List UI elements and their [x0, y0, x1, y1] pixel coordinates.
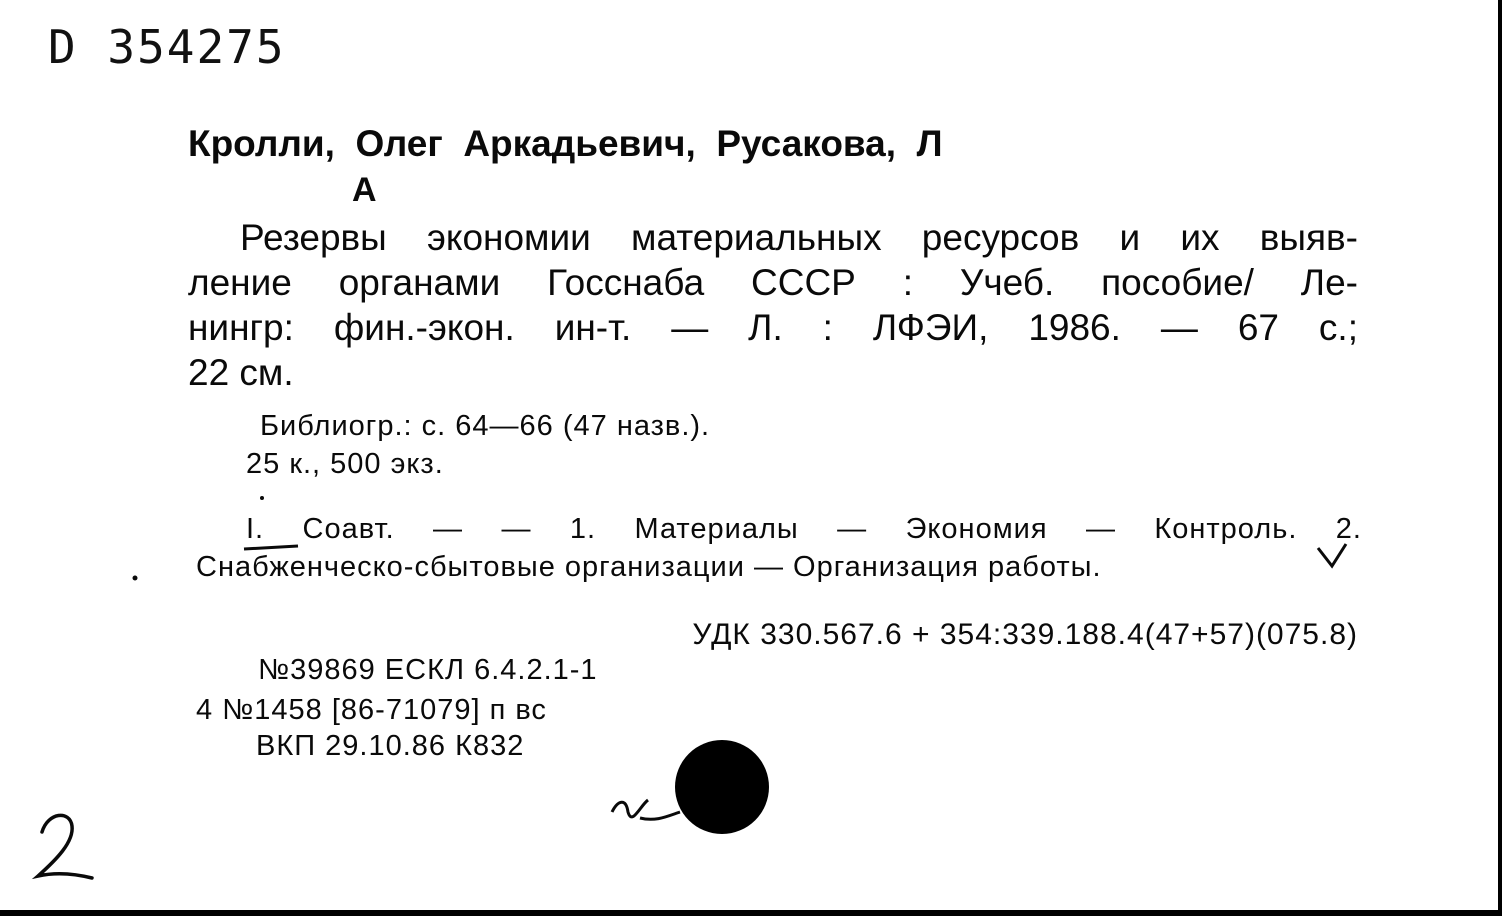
title-line: 22 см. [188, 352, 294, 393]
title-line: нингр: фин.-экон. ин-т. — Л. : ЛФЭИ, 1986. — 67 с.; [188, 307, 1358, 348]
author-heading-continuation: А [352, 171, 377, 209]
underline-mark [244, 546, 298, 549]
handwritten-corner-number [38, 815, 92, 878]
service-line: №39869 ЕСКЛ 6.4.2.1-1 [258, 654, 598, 686]
title-line: Резервы экономии материальных ресурсов и их выяв- [240, 217, 1358, 258]
bibliography-note: Библиогр.: с. 64—66 (47 назв.). [260, 410, 711, 442]
service-line: ВКП 29.10.86 К832 [256, 730, 525, 762]
stray-dot [260, 496, 264, 500]
stray-dot [133, 576, 138, 581]
title-line: ление органами Госснаба СССР : Учеб. пособие/ Ле- [188, 262, 1358, 303]
udk-classification: УДК 330.567.6 + 354:339.188.4(47+57)(075.8) [692, 618, 1358, 651]
author-heading: Кролли, Олег Аркадьевич, Русакова, Л [188, 123, 943, 164]
punch-hole [675, 740, 769, 834]
check-mark [1318, 544, 1346, 566]
subject-line: Снабженческо-сбытовые организации — Организация работы. [196, 551, 1102, 583]
inventory-number: D 354275 [48, 20, 286, 74]
subject-line: I. Соавт. — — 1. Материалы — Экономия — Контроль. 2. [246, 513, 1362, 545]
service-line: 4 №1458 [86-71079] п вс [196, 694, 547, 726]
handwritten-scribble [612, 800, 680, 819]
price-note: 25 к., 500 экз. [246, 448, 444, 480]
